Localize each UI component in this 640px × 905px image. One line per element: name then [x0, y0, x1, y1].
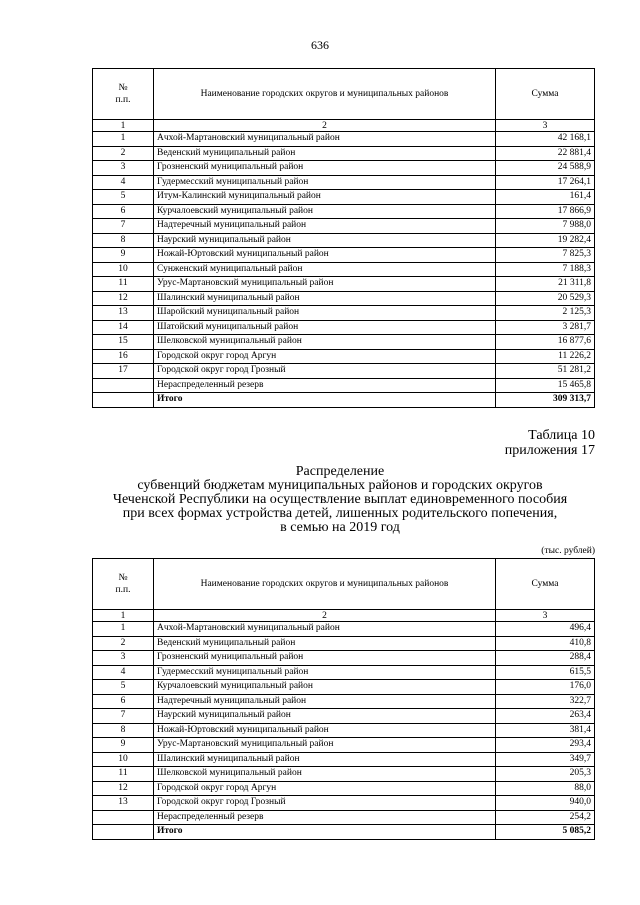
row-sum: 11 226,2 — [496, 349, 595, 364]
total-label: Итого — [154, 393, 496, 408]
row-sum: 22 881,4 — [496, 146, 595, 161]
column-numbers-row — [93, 120, 595, 132]
row-sum: 288,4 — [496, 651, 595, 666]
row-sum: 322,7 — [496, 694, 595, 709]
row-name: Городской округ город Грозный — [154, 364, 496, 379]
header-number: № п.п. — [93, 69, 154, 120]
row-number: 1 — [93, 622, 154, 637]
table-row — [93, 723, 595, 738]
subsidy-table-2 — [92, 558, 595, 840]
row-sum: 349,7 — [496, 752, 595, 767]
table-row — [93, 709, 595, 724]
row-number — [93, 378, 154, 393]
row-number: 9 — [93, 248, 154, 263]
row-number: 8 — [93, 723, 154, 738]
table-row — [93, 364, 595, 379]
total-sum: 309 313,7 — [496, 393, 595, 408]
row-sum: 17 264,1 — [496, 175, 595, 190]
row-name: Грозненский муниципальный район — [154, 161, 496, 176]
row-number: 10 — [93, 262, 154, 277]
table-row — [93, 378, 595, 393]
table-row — [93, 694, 595, 709]
row-number: 5 — [93, 190, 154, 205]
row-name: Сунженский муниципальный район — [154, 262, 496, 277]
table-title: Распределение субвенций бюджетам муниципальных районов и городских округов Чеченской Республики на осуществление выплат единовременного пособия при всех формах устройства детей, лишенных родительского попечения, в семью на 2019 год — [112, 464, 568, 535]
column-number: 2 — [154, 120, 496, 132]
row-sum: 24 588,9 — [496, 161, 595, 176]
row-sum: 7 188,3 — [496, 262, 595, 277]
row-sum: 15 465,8 — [496, 378, 595, 393]
table-row — [93, 262, 595, 277]
row-number: 6 — [93, 694, 154, 709]
total-row — [93, 393, 595, 408]
table-row — [93, 636, 595, 651]
header-name: Наименование городских округов и муниципальных районов — [154, 559, 496, 610]
row-sum: 254,2 — [496, 810, 595, 825]
row-number: 4 — [93, 175, 154, 190]
table-row — [93, 219, 595, 234]
header-sum: Сумма — [496, 559, 595, 610]
row-sum: 410,8 — [496, 636, 595, 651]
row-name: Шалинский муниципальный район — [154, 752, 496, 767]
row-sum: 16 877,6 — [496, 335, 595, 350]
row-name: Шелковской муниципальный район — [154, 335, 496, 350]
row-name: Веденский муниципальный район — [154, 146, 496, 161]
row-number: 11 — [93, 277, 154, 292]
row-name: Надтеречный муниципальный район — [154, 219, 496, 234]
row-sum: 20 529,3 — [496, 291, 595, 306]
row-number: 3 — [93, 651, 154, 666]
row-sum: 21 311,8 — [496, 277, 595, 292]
row-sum: 19 282,4 — [496, 233, 595, 248]
total-label: Итого — [154, 825, 496, 840]
column-number: 3 — [496, 120, 595, 132]
row-sum: 293,4 — [496, 738, 595, 753]
table-caption: Таблица 10 приложения 17 — [504, 428, 595, 458]
row-number: 16 — [93, 349, 154, 364]
row-sum: 51 281,2 — [496, 364, 595, 379]
row-name: Ачхой-Мартановский муниципальный район — [154, 132, 496, 147]
row-name: Наурский муниципальный район — [154, 709, 496, 724]
row-sum: 496,4 — [496, 622, 595, 637]
page-number: 636 — [311, 38, 329, 52]
table-row — [93, 810, 595, 825]
row-name: Шалинский муниципальный район — [154, 291, 496, 306]
table-row — [93, 767, 595, 782]
table-header-row — [93, 69, 595, 120]
row-number: 17 — [93, 364, 154, 379]
row-number: 5 — [93, 680, 154, 695]
column-number: 1 — [93, 120, 154, 132]
row-number: 7 — [93, 709, 154, 724]
table-row — [93, 622, 595, 637]
row-number: 2 — [93, 146, 154, 161]
row-sum: 2 125,3 — [496, 306, 595, 321]
row-name: Шатойский муниципальный район — [154, 320, 496, 335]
row-name: Ачхой-Мартановский муниципальный район — [154, 622, 496, 637]
column-number: 2 — [154, 610, 496, 622]
row-number — [93, 393, 154, 408]
column-number: 3 — [496, 610, 595, 622]
row-number: 6 — [93, 204, 154, 219]
row-sum: 263,4 — [496, 709, 595, 724]
row-number: 8 — [93, 233, 154, 248]
table-row — [93, 291, 595, 306]
table-row — [93, 306, 595, 321]
table-row — [93, 132, 595, 147]
row-number: 14 — [93, 320, 154, 335]
column-number: 1 — [93, 610, 154, 622]
row-number: 12 — [93, 781, 154, 796]
row-name: Урус-Мартановский муниципальный район — [154, 277, 496, 292]
column-numbers-row — [93, 610, 595, 622]
row-number — [93, 810, 154, 825]
table-row — [93, 190, 595, 205]
row-name: Нераспределенный резерв — [154, 810, 496, 825]
header-number: № п.п. — [93, 559, 154, 610]
row-sum: 161,4 — [496, 190, 595, 205]
row-sum: 176,0 — [496, 680, 595, 695]
table-row — [93, 796, 595, 811]
row-name: Гудермесский муниципальный район — [154, 175, 496, 190]
row-number: 15 — [93, 335, 154, 350]
row-name: Ножай-Юртовский муниципальный район — [154, 723, 496, 738]
table-row — [93, 781, 595, 796]
table-row — [93, 752, 595, 767]
row-sum: 381,4 — [496, 723, 595, 738]
row-name: Итум-Калинский муниципальный район — [154, 190, 496, 205]
table-row — [93, 161, 595, 176]
table-row — [93, 248, 595, 263]
table-header-row — [93, 559, 595, 610]
header-name: Наименование городских округов и муниципальных районов — [154, 69, 496, 120]
row-name: Веденский муниципальный район — [154, 636, 496, 651]
row-sum: 7 988,0 — [496, 219, 595, 234]
row-number: 7 — [93, 219, 154, 234]
row-number: 13 — [93, 796, 154, 811]
row-number: 13 — [93, 306, 154, 321]
header-sum: Сумма — [496, 69, 595, 120]
table-row — [93, 335, 595, 350]
subsidy-table-1 — [92, 68, 595, 408]
row-name: Курчалоевский муниципальный район — [154, 204, 496, 219]
row-number: 11 — [93, 767, 154, 782]
row-number: 4 — [93, 665, 154, 680]
table-row — [93, 146, 595, 161]
row-number: 3 — [93, 161, 154, 176]
table-row — [93, 320, 595, 335]
row-name: Шелковской муниципальный район — [154, 767, 496, 782]
table-2-body — [93, 622, 595, 840]
total-row — [93, 825, 595, 840]
row-name: Городской округ город Грозный — [154, 796, 496, 811]
table-1-body — [93, 132, 595, 408]
table-row — [93, 665, 595, 680]
row-sum: 88,0 — [496, 781, 595, 796]
table-row — [93, 233, 595, 248]
row-sum: 205,3 — [496, 767, 595, 782]
row-name: Наурский муниципальный район — [154, 233, 496, 248]
row-name: Нераспределенный резерв — [154, 378, 496, 393]
row-name: Урус-Мартановский муниципальный район — [154, 738, 496, 753]
row-sum: 615,5 — [496, 665, 595, 680]
row-sum: 17 866,9 — [496, 204, 595, 219]
row-number: 10 — [93, 752, 154, 767]
row-sum: 42 168,1 — [496, 132, 595, 147]
row-sum: 940,0 — [496, 796, 595, 811]
row-name: Городской округ город Аргун — [154, 781, 496, 796]
row-number — [93, 825, 154, 840]
table-row — [93, 680, 595, 695]
row-name: Городской округ город Аргун — [154, 349, 496, 364]
row-name: Гудермесский муниципальный район — [154, 665, 496, 680]
table-row — [93, 651, 595, 666]
row-number: 9 — [93, 738, 154, 753]
row-sum: 3 281,7 — [496, 320, 595, 335]
table-row — [93, 175, 595, 190]
table-row — [93, 738, 595, 753]
row-number: 2 — [93, 636, 154, 651]
table-row — [93, 349, 595, 364]
total-sum: 5 085,2 — [496, 825, 595, 840]
row-name: Шаройский муниципальный район — [154, 306, 496, 321]
row-name: Курчалоевский муниципальный район — [154, 680, 496, 695]
row-number: 12 — [93, 291, 154, 306]
row-name: Грозненский муниципальный район — [154, 651, 496, 666]
units-label: (тыс. рублей) — [541, 546, 595, 556]
table-row — [93, 277, 595, 292]
row-name: Надтеречный муниципальный район — [154, 694, 496, 709]
table-row — [93, 204, 595, 219]
row-number: 1 — [93, 132, 154, 147]
row-name: Ножай-Юртовский муниципальный район — [154, 248, 496, 263]
row-sum: 7 825,3 — [496, 248, 595, 263]
